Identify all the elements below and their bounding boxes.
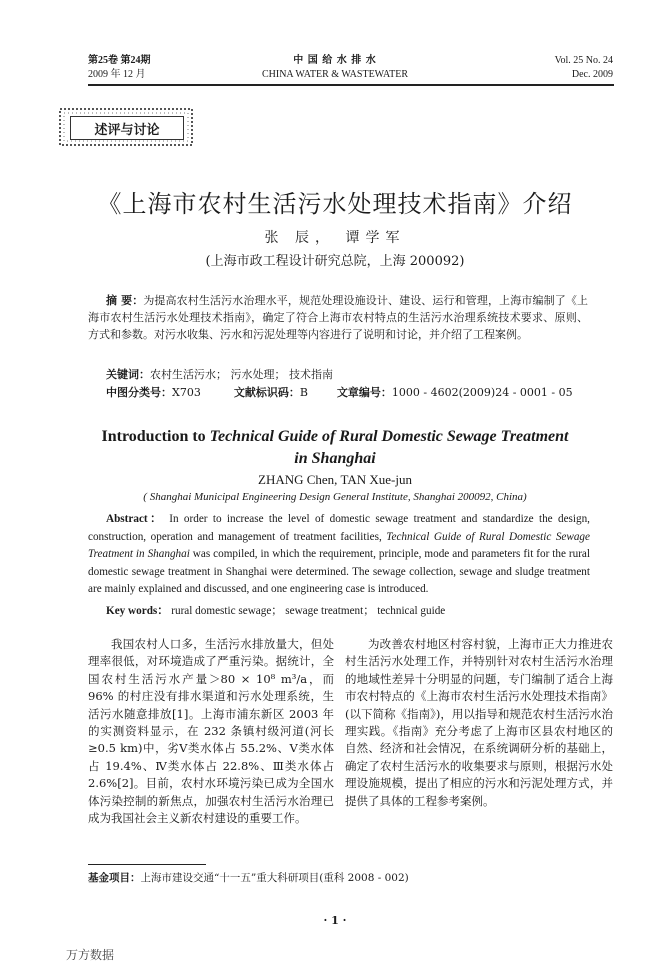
footnote-rule (88, 864, 206, 865)
keywords-cn-label: 关键词： (106, 368, 150, 381)
footnote-label: 基金项目： (88, 872, 141, 884)
title-en-italic: Technical Guide of Rural Domestic Sewage Treatment (209, 428, 569, 445)
section-badge (58, 107, 194, 147)
header-rule (88, 84, 614, 86)
keywords-cn (106, 366, 586, 383)
watermark: 万方数据 (66, 948, 115, 962)
journal-title-en: CHINA WATER & WASTEWATER (261, 69, 409, 80)
authors-en: ZHANG Chen, TAN Xue-jun (258, 472, 412, 487)
article-no-value: 1000 - 4602(2009)24 - 0001 - 05 (391, 386, 573, 399)
authors-cn: 张 辰， 谭学军 (264, 230, 406, 246)
doc-code-value: B (299, 386, 308, 399)
classification-line (106, 384, 606, 401)
issue-date: 2009 年 12 月 (88, 69, 146, 80)
abstract-cn (88, 292, 588, 343)
abstract-en-part1: In order to increase the level of domestic sewage treatment and standardize the design, construction, operation and management of treatment facilities, (88, 513, 590, 543)
article-no-label: 文章编号： (336, 386, 392, 399)
keywords-en-text: rural domestic sewage； sewage treatment； technical guide (168, 605, 446, 617)
institution-en: ( Shanghai Municipal Engineering Design General Institute, Shanghai 200092, China) (143, 491, 527, 503)
keywords-en-label: Key words： (106, 605, 169, 617)
title-en-line2: in Shanghai (294, 450, 376, 467)
abstract-en-part2: was compiled, in which the requirement, principle, mode and parameters fit for the rural domestic sewage treatment in Shanghai were determined. The sewage collection, sewage and sludge treatment are mainly explained and discussed, and one engineering case is introduced. (88, 548, 590, 595)
footnote (88, 871, 588, 885)
title-cn: 《上海市农村生活污水处理技术指南》介绍 (97, 190, 573, 218)
keywords-cn-text: 农村生活污水； 污水处理； 技术指南 (150, 368, 333, 381)
footnote-text: 上海市建设交通“十一五”重大科研项目(重科 2008 - 002) (140, 872, 409, 884)
journal-title-cn: 中 国 给 水 排 水 (293, 55, 377, 66)
title-en (60, 426, 610, 470)
page-number: · 1 · (323, 914, 347, 927)
body-right-column: 为改善农村地区村容村貌，上海市正大力推进农村生活污水处理工作，并特别针对农村生活污水治理的地域性差异十分明显的问题，专门编制了适合上海市农村特点的《上海市农村生活污水处理技术指南》(以下简称《指南》)，用以指导和规范农村生活污水治理实践。《指南》充分考虑了上海市区县农村地区的自然、经济和社会情况，在系统调研分析的基础上，确定了农村生活污水的收集要求与原则，根据污水处理设施规模，提出了相应的污水和污泥处理方式，并提供了具体的工程参考案例。 (345, 637, 613, 808)
clc-value: X703 (172, 386, 201, 399)
abstract-en-guide-title: Technical Guide of Rural Domestic Sewage Treatment in Shanghai (88, 530, 590, 560)
issue-volume: 第25卷 第24期 (88, 55, 151, 66)
title-en-prefix: Introduction to (101, 428, 210, 445)
section-badge-label: 述评与讨论 (70, 116, 184, 140)
abstract-cn-text: 为提高农村生活污水治理水平，规范处理设施设计、建设、运行和管理，上海市编制了《上海市农村生活污水处理技术指南》，确定了符合上海市农村特点的生活污水治理系统技术要求、原则、方式和参数。对污水收集、污水和污泥处理等内容进行了说明和讨论，并介绍了工程案例。 (88, 294, 588, 341)
volume-en: Vol. 25 No. 24 (554, 55, 613, 66)
body-left-column: 我国农村人口多，生活污水排放量大，但处理率很低，对环境造成了严重污染。据统计，全国农村生活污水产量＞80 × 10⁸ m³/a，而 96% 的村庄没有排水渠道和污水处理系统，生活污水随意排放[1]。上海市浦东新区 2003 年的实测资料显示，在 232 条镇村级河道(河长≥0.5 km)中，劣Ⅴ类水体占 55.2%、Ⅴ类水体占 19.4%、Ⅳ类水体占 22.8%、Ⅲ类水体占 2.6%[2]。目前，农村水环境污染已成为全国水体污染控制的新焦点，加强农村生活污水治理已成为我国社会主义新农村建设的重要工作。 (88, 637, 334, 826)
abstract-en-label: Abstract： (106, 513, 164, 525)
clc-label: 中图分类号： (106, 386, 172, 399)
keywords-en (106, 603, 586, 621)
abstract-cn-label: 摘 要： (106, 294, 144, 307)
institution-cn: (上海市政工程设计研究总院，上海 200092) (205, 254, 465, 269)
doc-code-label: 文献标识码： (233, 386, 300, 399)
abstract-en (88, 511, 590, 599)
date-en: Dec. 2009 (571, 69, 613, 80)
